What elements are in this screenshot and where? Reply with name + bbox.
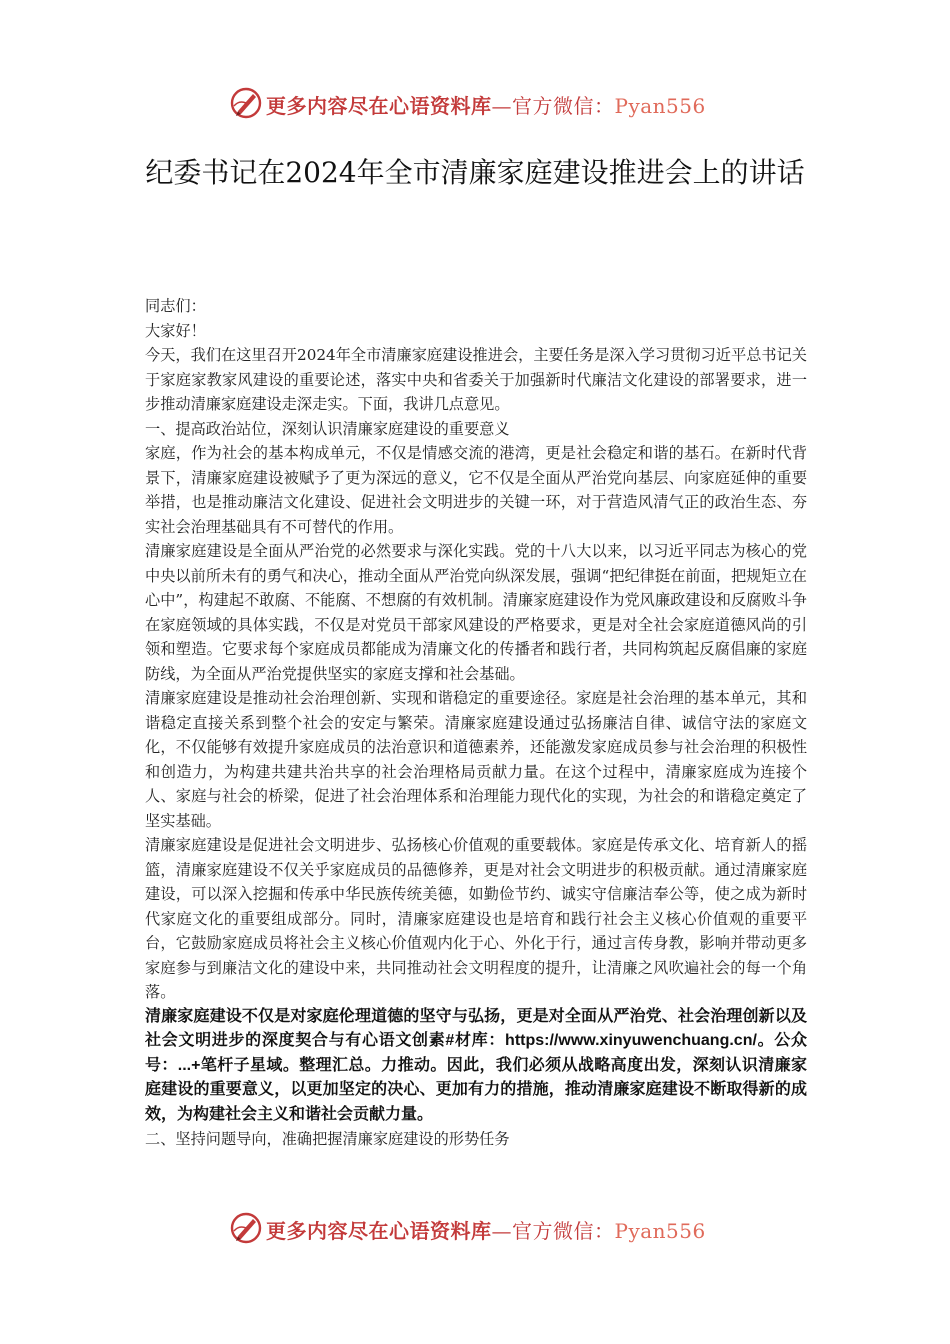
header-wechat-account: Pyan556 — [614, 94, 706, 118]
header-dash: — — [491, 94, 512, 118]
body-paragraph: 家庭，作为社会的基本构成单元，不仅是情感交流的港湾，更是社会稳定和谐的基石。在新时代背景下，清廉家庭建设被赋予了更为深远的意义，它不仅是全面从严治党向基层、向家庭延伸的重要举措，也是推动廉洁文化建设、促进社会文明进步的关键一环，对于营造风清气正的政治生态、夯实社会治理基础具有不可替代的作用。 — [145, 444, 807, 536]
section-two-heading: 二、坚持问题导向，准确把握清廉家庭建设的形势任务 — [145, 1130, 510, 1148]
document-body — [145, 294, 807, 1152]
intro-paragraph: 今天，我们在这里召开2024年全市清廉家庭建设推进会，主要任务是深入学习贯彻习近平总书记关于家庭家教家风建设的重要论述，落实中央和省委关于加强新时代廉洁文化建设的部署要求，进一步推动清廉家庭建设走深走实。下面，我讲几点意见。 — [145, 346, 807, 413]
footer-brand-text: 更多内容尽在心语资料库 — [266, 1219, 492, 1243]
section-one-heading: 一、提高政治站位，深刻认识清廉家庭建设的重要意义 — [145, 419, 510, 438]
footer-banner — [0, 1209, 950, 1249]
greeting: 大家好！ — [145, 321, 206, 340]
body-paragraph: 清廉家庭建设是推动社会治理创新、实现和谐稳定的重要途径。家庭是社会治理的基本单元，其和谐稳定直接关系到整个社会的安定与繁荣。清廉家庭建设通过弘扬廉洁自律、诚信守法的家庭文化，不仅能够有效提升家庭成员的法治意识和道德素养，还能激发家庭成员参与社会治理的积极性和创造力，为构建共建共治共享的社会治理格局贡献力量。在这个过程中，清廉家庭成为连接个人、家庭与社会的桥梁，促进了社会治理体系和治理能力现代化的实现，为社会的和谐稳定奠定了坚实基础。 — [145, 689, 807, 830]
inserted-paragraph: 清廉家庭建设不仅是对家庭伦理道德的坚守与弘扬，更是对全面从严治党、社会治理创新以及社会文明进步的深度契合与有心语文创素#材库：https://www.xinyuwenchuang.cn/。公众号：...+笔杆子星域。整理汇总。力推动。因此，我们必须从战略高度出发，深刻认识清廉家庭建设的重要意义，以更加坚定的决心、更加有力的措施，推动清廉家庭建设不断取得新的成效，为构建社会主义和谐社会贡献力量。 — [145, 1007, 807, 1123]
body-paragraph: 清廉家庭建设是全面从严治党的必然要求与深化实践。党的十八大以来，以习近平同志为核心的党中央以前所未有的勇气和决心，推动全面从严治党向纵深发展，强调“把纪律挺在前面，把规矩立在心中”，构建起不敢腐、不能腐、不想腐的有效机制。清廉家庭建设作为党风廉政建设和反腐败斗争在家庭领域的具体实践，不仅是对党员干部家风建设的严格要求，更是对全社会家庭道德风尚的引领和塑造。它要求每个家庭成员都能成为清廉文化的传播者和践行者，共同构筑起反腐倡廉的家庭防线，为全面从严治党提供坚实的家庭支撑和社会基础。 — [145, 542, 807, 683]
footer-dash: — — [491, 1219, 512, 1243]
header-banner — [0, 84, 950, 124]
footer-wechat-account: Pyan556 — [614, 1219, 706, 1243]
pen-circle-logo-icon — [229, 1211, 263, 1245]
pen-circle-logo-icon — [229, 86, 263, 120]
salutation: 同志们： — [145, 297, 206, 315]
body-paragraph: 清廉家庭建设是促进社会文明进步、弘扬核心价值观的重要载体。家庭是传承文化、培育新人的摇篮，清廉家庭建设不仅关乎家庭成员的品德修养，更是对社会文明进步的积极贡献。通过清廉家庭建设，可以深入挖掘和传承中华民族传统美德，如勤俭节约、诚实守信廉洁奉公等，使之成为新时代家庭文化的重要组成部分。同时，清廉家庭建设也是培育和践行社会主义核心价值观的重要平台，它鼓励家庭成员将社会主义核心价值观内化于心、外化于行，通过言传身教，影响并带动更多家庭参与到廉洁文化的建设中来，共同推动社会文明程度的提升，让清廉之风吹遍社会的每一个角落。 — [145, 836, 807, 1001]
header-banner-text — [266, 90, 706, 119]
footer-banner-text — [266, 1215, 706, 1244]
header-brand-text: 更多内容尽在心语资料库 — [266, 94, 492, 118]
footer-wechat-label: 官方微信： — [512, 1219, 615, 1243]
header-wechat-label: 官方微信： — [512, 94, 615, 118]
document-title: 纪委书记在2024年全市清廉家庭建设推进会上的讲话 — [145, 156, 805, 189]
